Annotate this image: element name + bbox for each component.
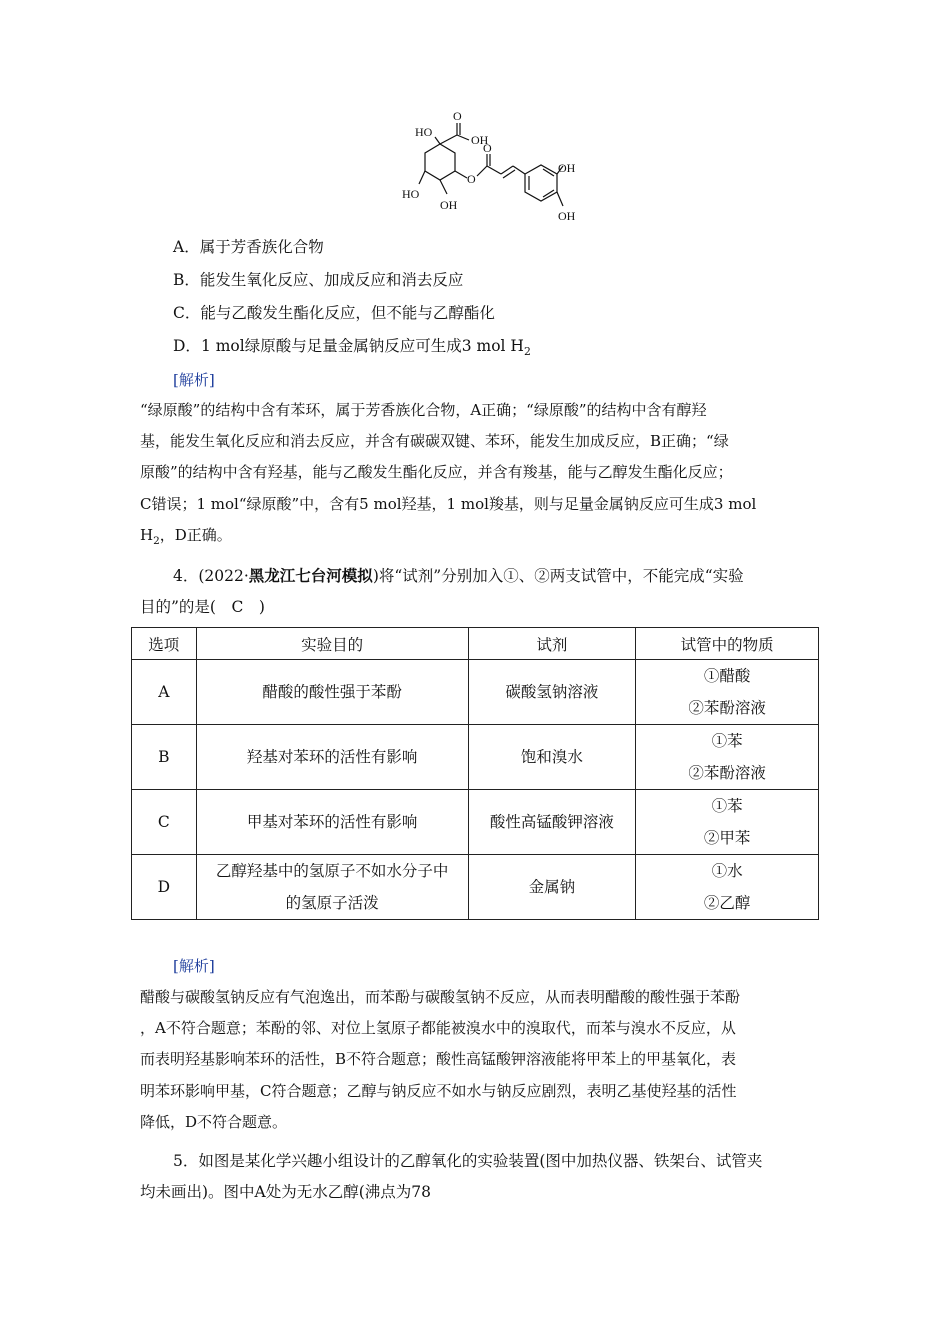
mol-label: O bbox=[453, 109, 462, 123]
mol-label: O bbox=[467, 172, 476, 186]
table-row: D 乙醇羟基中的氢原子不如水分子中 的氢原子活泼 金属钠 ①水 ②乙醇 bbox=[132, 855, 819, 920]
mol-label: HO bbox=[415, 125, 433, 139]
mol-label: HO bbox=[402, 187, 420, 201]
mol-label: OH bbox=[440, 198, 458, 212]
analysis-line: 醋酸与碳酸氢钠反应有气泡逸出，而苯酚与碳酸氢钠不反应，从而表明醋酸的酸性强于苯酚 bbox=[140, 988, 741, 1006]
table-header: 试剂 bbox=[468, 628, 636, 660]
mol-label: O bbox=[483, 141, 492, 155]
table-row: A 醋酸的酸性强于苯酚 碳酸氢钠溶液 ①醋酸 ②苯酚溶液 bbox=[132, 660, 819, 725]
analysis-line: ，A不符合题意；苯酚的邻、对位上氢原子都能被溴水中的溴取代，而苯与溴水不反应，从 bbox=[140, 1019, 736, 1038]
table-row: B 羟基对苯环的活性有影响 饱和溴水 ①苯 ②苯酚溶液 bbox=[132, 725, 819, 790]
mol-label: OH bbox=[471, 133, 489, 147]
molecule-structure bbox=[395, 108, 595, 228]
analysis-line: “绿原酸”的结构中含有苯环，属于芳香族化合物，A正确；“绿原酸”的结构中含有醇羟 bbox=[140, 401, 707, 419]
table-row: C 甲基对苯环的活性有影响 酸性高锰酸钾溶液 ①苯 ②甲苯 bbox=[132, 790, 819, 855]
table-header: 实验目的 bbox=[196, 628, 468, 660]
analysis-line: C错误；1 mol“绿原酸”中，含有5 mol羟基，1 mol羧基，则与足量金属钠反应可生成3 mol bbox=[140, 494, 757, 513]
option-c: C．能与乙酸发生酯化反应，但不能与乙醇酯化 bbox=[173, 304, 495, 322]
analysis-line: $H_2$，D正确。 bbox=[140, 525, 232, 547]
mol-label: OH bbox=[558, 209, 576, 223]
option-b: B．能发生氧化反应、加成反应和消去反应 bbox=[173, 271, 464, 289]
analysis-line: 而表明羟基影响苯环的活性，B不符合题意；酸性高锰酸钾溶液能将甲苯上的甲基氧化，表 bbox=[140, 1050, 737, 1069]
table-header: 试管中的物质 bbox=[636, 628, 819, 660]
analysis-4 bbox=[140, 982, 812, 1138]
option-a: A．属于芳香族化合物 bbox=[173, 238, 324, 256]
analysis-line: 明苯环影响甲基，C符合题意；乙醇与钠反应不如水与钠反应剧烈，表明乙基使羟基的活性 bbox=[140, 1081, 737, 1100]
question-5: 5．如图是某化学兴趣小组设计的乙醇氧化的实验装置(图中加热仪器、铁架台、试管夹 均未画出)。图中A处为无水乙醇(沸点为78 bbox=[140, 1152, 763, 1201]
experiment-table bbox=[131, 627, 819, 920]
analysis-line: 降低，D不符合题意。 bbox=[140, 1112, 288, 1131]
analysis-3 bbox=[140, 395, 812, 557]
analysis-line: 原酸”的结构中含有羟基，能与乙酸发生酯化反应，并含有羧基，能与乙醇发生酯化反应； bbox=[140, 463, 733, 482]
analysis-tag: [解析] bbox=[173, 957, 215, 975]
analysis-tag: [解析] bbox=[173, 371, 215, 389]
table-header-row bbox=[132, 628, 819, 660]
table-header: 选项 bbox=[132, 628, 197, 660]
analysis-line: 基，能发生氧化反应和消去反应，并含有碳碳双键、苯环，能发生加成反应，B正确；“绿 bbox=[140, 432, 729, 451]
option-d: D．1 mol绿原酸与足量金属钠反应可生成3 mol $H_2$ bbox=[173, 337, 531, 359]
mol-label: OH bbox=[558, 161, 576, 175]
question-4: 4．(2022·黑龙江七台河模拟)将“试剂”分别加入①、②两支试管中，不能完成“实验 目的”的是( C ) bbox=[140, 566, 744, 616]
